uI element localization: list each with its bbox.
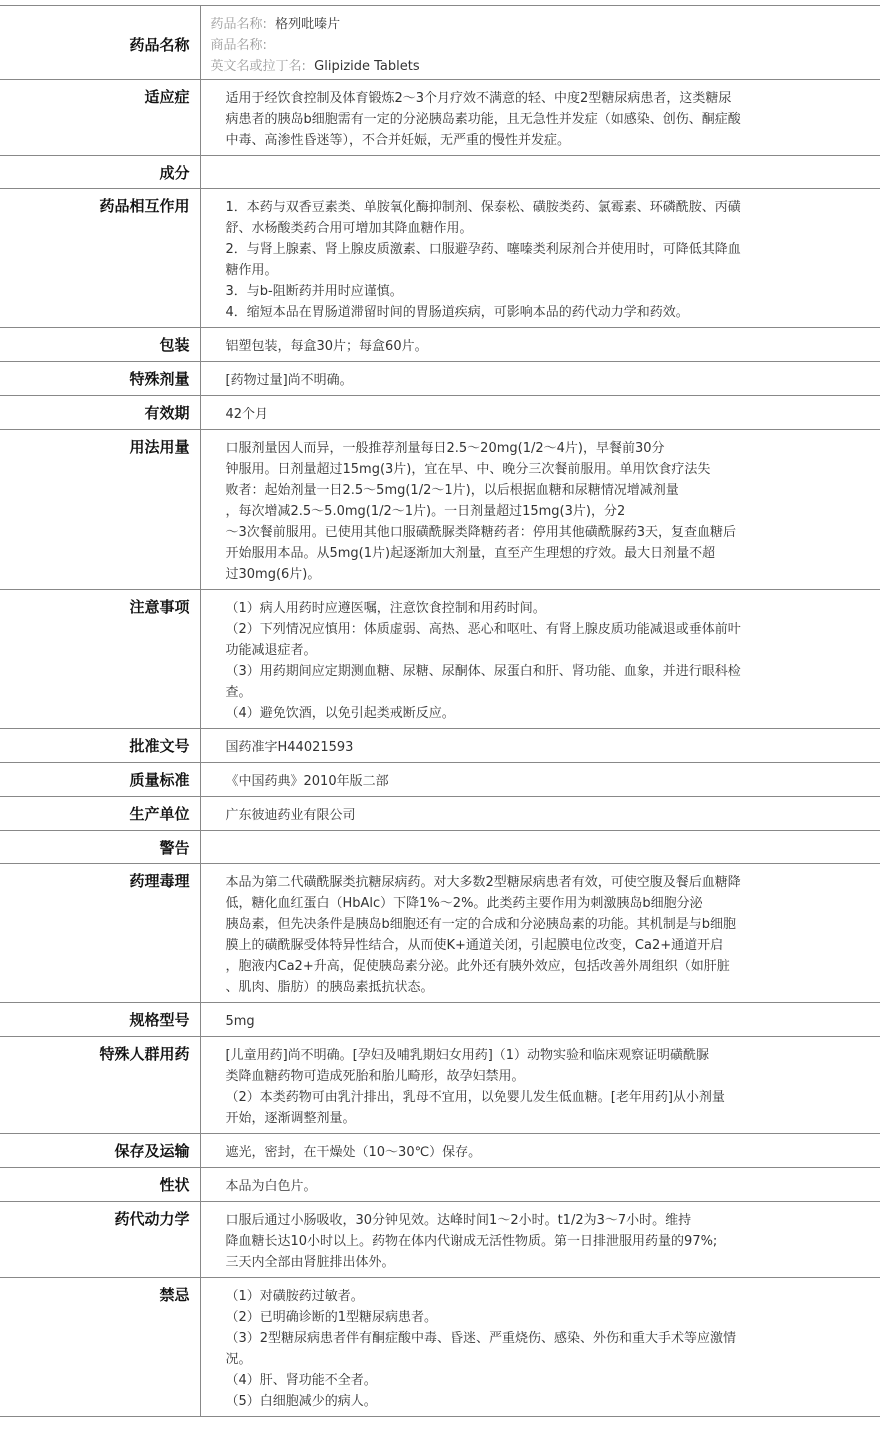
value-line: 、肌肉、脂肪）的胰岛素抵抗状态。: [225, 980, 434, 995]
value-line: 钟服用。日剂量超过15mg(3片)，宜在早、中、晚分三次餐前服用。单用饮食疗法失: [225, 462, 711, 477]
row-label: [0, 1003, 200, 1037]
drug-info-body: [0, 6, 880, 1417]
value-line: 4．缩短本品在胃肠道滞留时间的胃肠道疾病，可影响本品的药代动力学和药效。: [225, 305, 689, 320]
label-text: 保存及运输: [114, 1142, 190, 1160]
row-package: [0, 328, 880, 362]
generic-name-key: 药品名称:: [210, 17, 267, 32]
value-line: 开始，逐渐调整剂量。: [225, 1111, 356, 1126]
label-text: 性状: [159, 1176, 190, 1194]
value-line: ～3次餐前服用。已使用其他口服磺酰脲类降糖药者：停用其他磺酰脲药3天，复查血糖后: [225, 525, 737, 540]
value-line: （3）用药期间应定期测血糖、尿糖、尿酮体、尿蛋白和肝、肾功能、血象，并进行眼科检: [225, 664, 741, 679]
value-line: 口服后通过小肠吸收，30分钟见效。达峰时间1～2小时。t1/2为3～7小时。维持: [225, 1213, 692, 1228]
value-line: 42个月: [225, 407, 269, 422]
label-text: 质量标准: [129, 771, 190, 789]
value-line: ，每次增减2.5～5.0mg(1/2～1片)。一日剂量超过15mg(3片)，分2: [225, 504, 626, 519]
value-line: 3．与b-阻断药并用时应谨慎。: [225, 284, 403, 299]
row-usage: [0, 430, 880, 590]
row-label: [0, 156, 200, 189]
row-label: [0, 590, 200, 729]
row-value: [200, 590, 880, 729]
value-line: 开始服用本品。从5mg(1片)起逐渐加大剂量，直至产生理想的疗效。最大日剂量不超: [225, 546, 716, 561]
label-text: 特殊剂量: [129, 370, 190, 388]
row-value: [200, 831, 880, 864]
generic-name-line: [211, 14, 785, 35]
row-label: [0, 729, 200, 763]
row-value: [200, 80, 880, 156]
value-line: [药物过量]尚不明确。: [225, 373, 353, 388]
row-storage: [0, 1134, 880, 1168]
value-line: 舒、水杨酸类药合用可增加其降血糖作用。: [225, 221, 473, 236]
row-approval: [0, 729, 880, 763]
value-line: 糖作用。: [225, 263, 278, 278]
label-text: 生产单位: [129, 805, 190, 823]
row-value: [200, 763, 880, 797]
row-value: [200, 1134, 880, 1168]
row-warning: [0, 831, 880, 864]
label-text: 包装: [159, 336, 190, 354]
row-value: [200, 328, 880, 362]
value-line: （2）本类药物可由乳汁排出，乳母不宜用，以免婴儿发生低血糖。[老年用药]从小剂量: [225, 1090, 725, 1105]
row-value: [200, 729, 880, 763]
row-value: [200, 189, 880, 328]
row-contraindications: [0, 1278, 880, 1417]
row-validity: [0, 396, 880, 430]
value-line: 胰岛素，但先决条件是胰岛b细胞还有一定的合成和分泌胰岛素的功能。其机制是与b细胞: [225, 917, 737, 932]
brand-name-key: 商品名称:: [210, 38, 267, 53]
value-line: 本品为第二代磺酰脲类抗糖尿病药。对大多数2型糖尿病患者有效，可使空腹及餐后血糖降: [225, 875, 741, 890]
row-precautions: [0, 590, 880, 729]
value-line: 中毒、高渗性昏迷等），不合并妊娠，无严重的慢性并发症。: [225, 133, 571, 148]
value-line: （2）已明确诊断的1型糖尿病患者。: [225, 1310, 438, 1325]
label-text: 特殊人群用药: [99, 1045, 190, 1063]
row-label: [0, 189, 200, 328]
generic-name-value: 格列吡嗪片: [275, 17, 341, 32]
row-label: [0, 1037, 200, 1134]
value-line: 过30mg(6片)。: [225, 567, 321, 582]
row-pharmacokinetics: [0, 1202, 880, 1278]
value-line: 功能减退症者。: [225, 643, 317, 658]
row-standard: [0, 763, 880, 797]
value-line: 况。: [225, 1352, 252, 1367]
row-value: [200, 1202, 880, 1278]
label-text: 有效期: [144, 404, 190, 422]
english-name-key: 英文名或拉丁名:: [210, 59, 306, 74]
row-value: [200, 797, 880, 831]
row-appearance: [0, 1168, 880, 1202]
label-text: 成分: [159, 164, 190, 182]
row-value: [200, 1003, 880, 1037]
row-value: [200, 430, 880, 590]
value-line: （3）2型糖尿病患者伴有酮症酸中毒、昏迷、严重烧伤、感染、外伤和重大手术等应激情: [225, 1331, 737, 1346]
row-value: [200, 156, 880, 189]
row-value: [200, 362, 880, 396]
row-special_dose: [0, 362, 880, 396]
label-text: 药理毒理: [129, 872, 190, 890]
value-line: 类降血糖药物可造成死胎和胎儿畸形，故孕妇禁用。: [225, 1069, 525, 1084]
label-text: 药品相互作用: [99, 197, 190, 215]
value-line: 《中国药典》2010年版二部: [225, 774, 389, 789]
label-text: 规格型号: [129, 1011, 190, 1029]
row-value: [200, 6, 880, 80]
value-line: 膜上的磺酰脲受体特异性结合，从而使K+通道关闭，引起膜电位改变，Ca2+通道开启: [225, 938, 724, 953]
row-value: [200, 1168, 880, 1202]
value-line: 适用于经饮食控制及体育锻炼2～3个月疗效不满意的轻、中度2型糖尿病患者，这类糖尿: [225, 91, 732, 106]
value-line: 败者：起始剂量一日2.5～5mg(1/2～1片)，以后根据血糖和尿糖情况增减剂量: [225, 483, 679, 498]
drug-info-table: [0, 5, 880, 1417]
row-label: [0, 80, 200, 156]
brand-name-line: [211, 35, 785, 56]
value-line: （2）下列情况应慎用：体质虚弱、高热、恶心和呕吐、有肾上腺皮质功能减退或垂体前叶: [225, 622, 741, 637]
row-label: [0, 864, 200, 1003]
value-line: 口服剂量因人而异，一般推荐剂量每日2.5～20mg(1/2～4片)，早餐前30分: [225, 441, 665, 456]
row-label: [0, 396, 200, 430]
label-text: 适应症: [144, 88, 190, 106]
value-line: 铝塑包装，每盒30片；每盒60片。: [225, 339, 428, 354]
label-text: 用法用量: [129, 438, 190, 456]
row-manufacturer: [0, 797, 880, 831]
row-special_population: [0, 1037, 880, 1134]
label-text: 警告: [159, 839, 190, 857]
value-line: 本品为白色片。: [225, 1179, 317, 1194]
row-spec: [0, 1003, 880, 1037]
row-pharmacology: [0, 864, 880, 1003]
value-line: 查。: [225, 685, 252, 700]
value-line: 低，糖化血红蛋白（HbAlc）下降1%～2%。此类药主要作用为刺激胰岛b细胞分泌: [225, 896, 703, 911]
row-interactions: [0, 189, 880, 328]
row-label: [0, 1168, 200, 1202]
label-text: 禁忌: [159, 1286, 190, 1304]
english-name-line: [211, 56, 785, 77]
value-line: （5）白细胞减少的病人。: [225, 1394, 377, 1409]
label-text: 药品名称: [129, 36, 190, 54]
row-indications: [0, 80, 880, 156]
value-line: （4）避免饮酒，以免引起类戒断反应。: [225, 706, 455, 721]
row-value: [200, 396, 880, 430]
row-label: [0, 362, 200, 396]
value-line: 三天内全部由肾脏排出体外。: [225, 1255, 395, 1270]
label-text: 药代动力学: [114, 1210, 190, 1228]
value-line: 5mg: [225, 1014, 255, 1029]
value-line: 1．本药与双香豆素类、单胺氧化酶抑制剂、保泰松、磺胺类药、氯霉素、环磷酰胺、丙磺: [225, 200, 741, 215]
value-line: 病患者的胰岛b细胞需有一定的分泌胰岛素功能，且无急性并发症（如感染、创伤、酮症酸: [225, 112, 741, 127]
row-label: [0, 328, 200, 362]
row-value: [200, 1037, 880, 1134]
row-label: [0, 1202, 200, 1278]
row-label: [0, 430, 200, 590]
value-line: 遮光，密封，在干燥处（10～30℃）保存。: [225, 1145, 482, 1160]
row-drug-name: [0, 6, 880, 80]
row-value: [200, 864, 880, 1003]
row-value: [200, 1278, 880, 1417]
row-label: [0, 763, 200, 797]
label-text: 批准文号: [129, 737, 190, 755]
row-label: [0, 797, 200, 831]
value-line: 国药准字H44021593: [225, 740, 354, 755]
row-label: [0, 1134, 200, 1168]
value-line: （4）肝、肾功能不全者。: [225, 1373, 377, 1388]
value-line: [儿童用药]尚不明确。[孕妇及哺乳期妇女用药]（1）动物实验和临床观察证明磺酰脲: [225, 1048, 710, 1063]
row-label: [0, 6, 200, 80]
value-line: （1）对磺胺药过敏者。: [225, 1289, 364, 1304]
value-line: 降血糖长达10小时以上。药物在体内代谢成无活性物质。第一日排泄服用药量的97%;: [225, 1234, 718, 1249]
row-label: [0, 831, 200, 864]
row-label: [0, 1278, 200, 1417]
value-line: 2．与肾上腺素、肾上腺皮质激素、口服避孕药、噻嗪类利尿剂合并使用时，可降低其降血: [225, 242, 741, 257]
value-line: 广东彼迪药业有限公司: [225, 808, 356, 823]
row-ingredients: [0, 156, 880, 189]
label-text: 注意事项: [129, 598, 190, 616]
value-line: （1）病人用药时应遵医嘱，注意饮食控制和用药时间。: [225, 601, 546, 616]
value-line: ，胞液内Ca2+升高，促使胰岛素分泌。此外还有胰外效应，包括改善外周组织（如肝脏: [225, 959, 730, 974]
english-name-value: Glipizide Tablets: [314, 59, 420, 74]
